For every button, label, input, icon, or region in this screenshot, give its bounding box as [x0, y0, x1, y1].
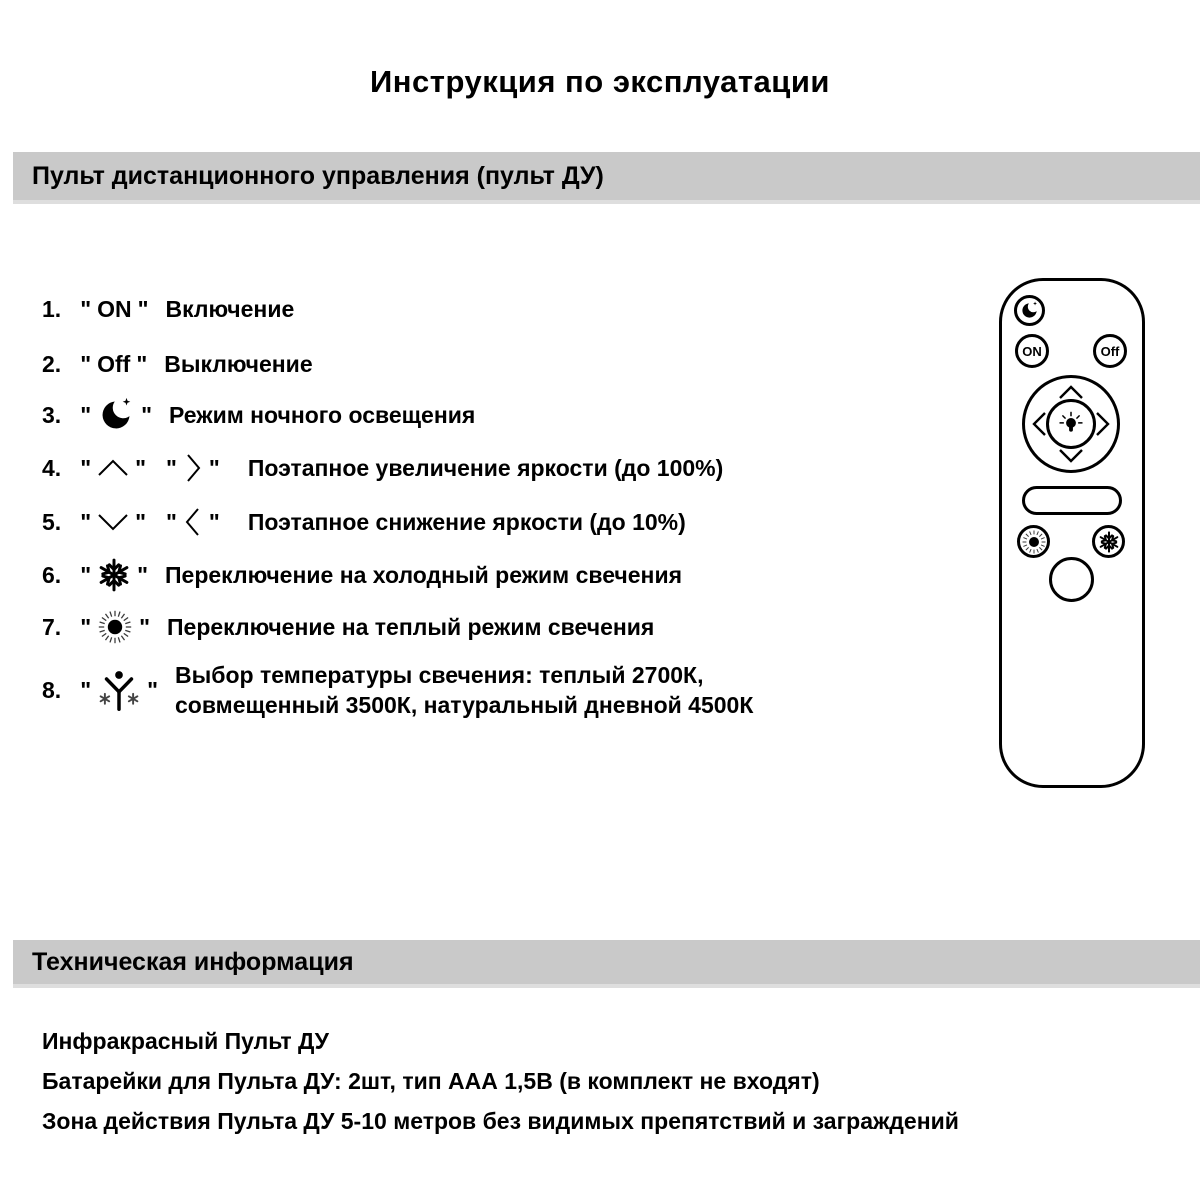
moon-icon	[1020, 301, 1039, 320]
item-badge-on: ON	[97, 296, 132, 322]
quote-mark: "	[147, 676, 158, 703]
section-header-tech-label: Техническая информация	[32, 947, 354, 976]
quote-mark: "	[135, 454, 146, 481]
snowflake-icon	[1098, 531, 1120, 553]
item-description: Поэтапное снижение яркости (до 10%)	[247, 508, 686, 535]
section-header-remote-label: Пульт дистанционного управления (пульт ДУ)	[32, 161, 604, 190]
quote-mark: "	[80, 613, 92, 640]
quote-mark: "	[80, 561, 92, 588]
temperature-select-icon	[97, 668, 141, 712]
instruction-item-6	[42, 558, 682, 592]
quote-mark: "	[141, 401, 152, 428]
on-button-label: ON	[1022, 343, 1042, 359]
sun-icon	[97, 609, 133, 645]
night-mode-button	[1014, 295, 1045, 326]
instruction-item-5	[42, 506, 686, 538]
item-number: 5.	[42, 508, 62, 535]
warm-mode-button	[1017, 525, 1050, 558]
quote-mark: "	[139, 613, 150, 640]
item-badge-off: Off	[97, 351, 131, 377]
instruction-item-7	[42, 609, 654, 645]
quote-mark: "	[80, 454, 92, 481]
quote-mark: "	[80, 351, 92, 377]
moon-icon	[97, 397, 135, 433]
item-description: Включение	[165, 296, 295, 322]
quote-mark: "	[137, 296, 149, 322]
item-description: Переключение на холодный режим свечения	[165, 561, 683, 588]
tech-info-line: Инфракрасный Пульт ДУ	[42, 1028, 329, 1054]
instruction-item-2	[42, 351, 313, 378]
quote-mark: "	[208, 454, 220, 481]
quote-mark: "	[80, 296, 92, 322]
quote-mark: "	[136, 351, 148, 377]
on-button	[1015, 334, 1049, 368]
chevron-left-icon	[183, 506, 203, 538]
item-description: Режим ночного освещения	[169, 401, 476, 428]
item-number: 7.	[42, 613, 62, 640]
chevron-up-icon	[97, 458, 129, 478]
quote-mark: "	[166, 454, 177, 481]
item-number: 8.	[42, 676, 62, 703]
chevron-down-icon	[97, 512, 129, 532]
tech-info-line: Зона действия Пульта ДУ 5-10 метров без видимых препятствий и заграждений	[42, 1108, 959, 1134]
quote-mark: "	[137, 561, 148, 588]
quote-mark: "	[80, 676, 92, 703]
snowflake-icon	[97, 558, 131, 592]
item-description	[175, 660, 753, 720]
section-header-remote	[13, 152, 1200, 204]
quote-mark: "	[208, 508, 220, 535]
quote-mark: "	[80, 508, 92, 535]
instruction-item-3	[42, 397, 475, 433]
instruction-item-1	[42, 296, 294, 323]
item-description-line-2: совмещенный 3500К, натуральный дневной 4500К	[175, 692, 754, 718]
remote-control-illustration	[999, 278, 1145, 788]
cold-mode-button	[1092, 525, 1125, 558]
tech-info-line: Батарейки для Пульта ДУ: 2шт, тип ААА 1,5В (в комплект не входят)	[42, 1068, 820, 1094]
item-number: 1.	[42, 296, 62, 322]
page-title: Инструкция по эксплуатации	[370, 64, 830, 99]
main-light-button	[1046, 399, 1096, 449]
chevron-left-icon	[1032, 411, 1047, 437]
quote-mark: "	[80, 401, 92, 428]
chevron-up-icon	[1058, 385, 1084, 400]
instruction-item-8	[42, 660, 753, 720]
off-button-label: Off	[1100, 343, 1120, 359]
bulb-icon	[1056, 409, 1086, 439]
instruction-item-4	[42, 452, 723, 484]
sun-icon	[1021, 529, 1047, 555]
off-button	[1093, 334, 1127, 368]
chevron-right-icon	[183, 452, 203, 484]
round-button	[1049, 557, 1094, 602]
item-description-line-1: Выбор температуры свечения: теплый 2700К,	[175, 662, 704, 688]
chevron-right-icon	[1095, 411, 1110, 437]
pill-button	[1022, 486, 1122, 515]
item-number: 2.	[42, 351, 62, 377]
item-number: 6.	[42, 561, 62, 588]
item-number: 3.	[42, 401, 62, 428]
item-description: Выключение	[164, 351, 313, 377]
item-number: 4.	[42, 454, 62, 481]
item-description: Поэтапное увеличение яркости (до 100%)	[247, 454, 724, 481]
section-header-tech	[13, 940, 1200, 988]
item-description: Переключение на теплый режим свечения	[167, 613, 655, 640]
quote-mark: "	[166, 508, 177, 535]
quote-mark: "	[135, 508, 146, 535]
chevron-down-icon	[1058, 448, 1084, 463]
